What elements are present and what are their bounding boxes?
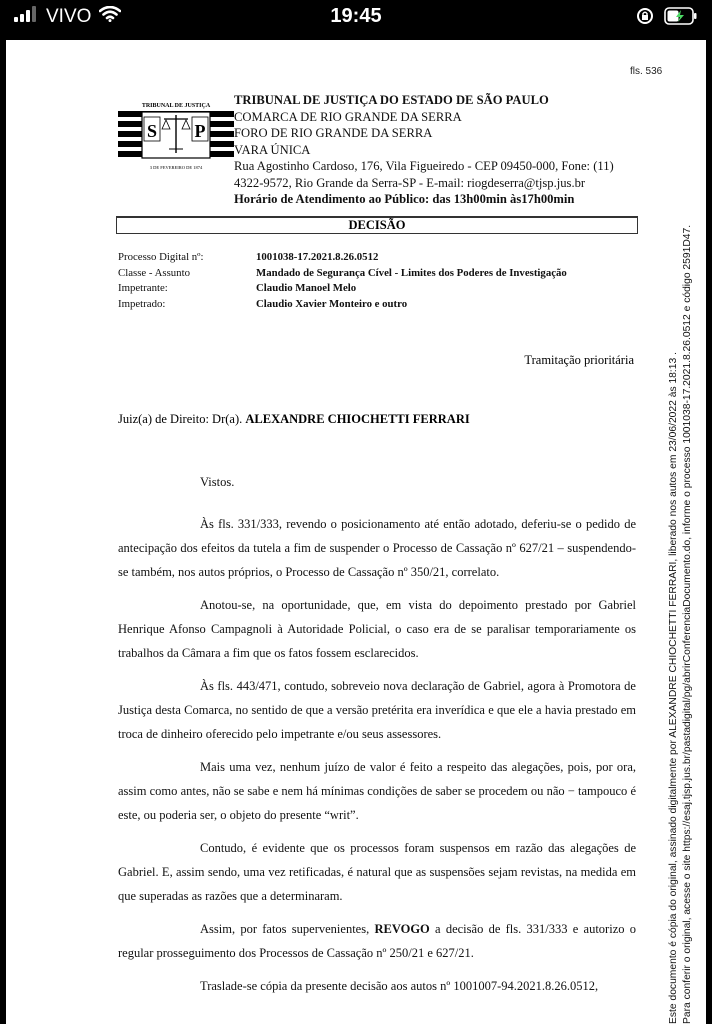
office-hours: Horário de Atendimento ao Público: das 13h00min às17h00min (234, 192, 575, 206)
meta-row-classe (118, 266, 567, 282)
judge-name: ALEXANDRE CHIOCHETTI FERRARI (245, 412, 470, 426)
document-title: DECISÃO (116, 216, 638, 234)
page-reference: fls. 536 (630, 66, 663, 77)
carrier-name: VIVO (46, 6, 92, 27)
meta-label: Impetrante: (118, 282, 168, 294)
meta-value: Claudio Xavier Monteiro e outro (256, 297, 408, 310)
address-line-1: Rua Agostinho Cardoso, 176, Vila Figueiredo - CEP 09450-000, Fone: (11) (234, 159, 614, 173)
comarca: COMARCA DE RIO GRANDE DA SERRA (234, 109, 462, 124)
meta-value: Claudio Manoel Melo (256, 282, 357, 294)
paragraph: Às fls. 443/471, contudo, sobreveio nova declaração de Gabriel, agora à Promotora de Justiça desta Comarca, no sentido de que a versão pretérita era inverídica e que ele a havia prestado em troca de dinheiro oferecido pelo impetrante e/ou seus assessores. (118, 679, 636, 741)
court-name: TRIBUNAL DE JUSTIÇA DO ESTADO DE SÃO PAULO (234, 93, 549, 107)
revogo-after: a decisão de fls. 331/333 e autorizo o regular prosseguimento dos Processos de Cassação nº 250/21 e 627/21. (118, 922, 636, 960)
meta-label: Processo Digital nº: (118, 251, 204, 263)
judge-line (118, 412, 470, 427)
paragraph: Contudo, é evidente que os processos foram suspensos em razão das alegações de Gabriel. E, assim sendo, uma vez retificadas, é natural que as suspensões sejam revistas, na medida em que superadas as razões que a determinaram. (118, 841, 636, 903)
decision-body (118, 470, 636, 1007)
revogo-bold: REVOGO (374, 922, 430, 936)
meta-row-impetrado (118, 297, 567, 313)
priority-note: Tramitação prioritária (524, 353, 634, 367)
svg-text:S: S (146, 121, 158, 141)
meta-label: Classe - Assunto (118, 266, 190, 279)
meta-row-processo (118, 250, 567, 266)
document-page (6, 40, 706, 1024)
battery-charging-icon (664, 7, 698, 30)
meta-value: Mandado de Segurança Cível - Limites dos Poderes de Investigação (256, 266, 567, 279)
clock: 19:45 (330, 5, 382, 27)
svg-text:3 DE FEVEREIRO DE 1874: 3 DE FEVEREIRO DE 1874 (149, 165, 203, 170)
meta-label: Impetrado: (118, 297, 166, 310)
signature-line-2: Para conferir o original, acesse o site https://esaj.tjsp.jus.br/pastadigital/pg/abrirConferenciaDocumento.do, informe o processo 1001038-17.2021.8.26.0512 e código 2591D47. (681, 224, 693, 1024)
vistos: Vistos. (200, 475, 235, 489)
court-logo (116, 95, 236, 173)
svg-text:P: P (194, 121, 206, 141)
vara: VARA ÚNICA (234, 142, 311, 157)
meta-value: 1001038-17.2021.8.26.0512 (256, 251, 379, 263)
judge-prefix: Juiz(a) de Direito: Dr(a). (118, 412, 243, 426)
court-header (234, 92, 614, 208)
meta-row-impetrante (118, 281, 567, 297)
revogo-before: Assim, por fatos supervenientes, (200, 922, 375, 936)
paragraph: Anotou-se, na oportunidade, que, em vista do depoimento prestado por Gabriel Henrique Afonso Campagnoli à Autoridade Policial, o caso era de se paralisar temporariamente os trabalhos da Câmara a fim que os fatos fossem esclarecidos. (118, 598, 636, 660)
case-metadata (118, 250, 567, 312)
signature-line-1: Este documento é cópia do original, assinado digitalmente por ALEXANDRE CHIOCHETTI FERRARI, liberado nos autos em 23/06/2022 às 18:13 . (668, 352, 679, 1024)
paragraph: Traslade-se cópia da presente decisão aos autos nº 1001007-94.2021.8.26.0512, (200, 979, 599, 993)
paragraph: Mais uma vez, nenhum juízo de valor é feito a respeito das alegações, pois, por ora, assim como antes, não se sabe e nem há mínimas condições de saber se procedem ou não − tampouco é este, ou poderia ser, o objeto do presente “writ”. (118, 760, 636, 822)
paragraph: Às fls. 331/333, revendo o posicionamento até então adotado, deferiu-se o pedido de antecipação dos efeitos da tutela a fim de suspender o Processo de Cassação nº 627/21 – suspendendo-se também, nos autos próprios, o Processo de Cassação nº 350/21, correlato. (118, 517, 636, 579)
address-line-2: 4322-9572, Rio Grande da Serra-SP - E-mail: riogdeserra@tjsp.jus.br (234, 175, 586, 190)
svg-text:TRIBUNAL DE JUSTIÇA: TRIBUNAL DE JUSTIÇA (141, 103, 211, 109)
paragraph-revogo (118, 917, 636, 965)
digital-signature-note (667, 64, 694, 1024)
foro: FORO DE RIO GRANDE DA SERRA (234, 126, 433, 140)
status-bar (0, 0, 712, 38)
rotation-lock-icon (636, 7, 654, 30)
